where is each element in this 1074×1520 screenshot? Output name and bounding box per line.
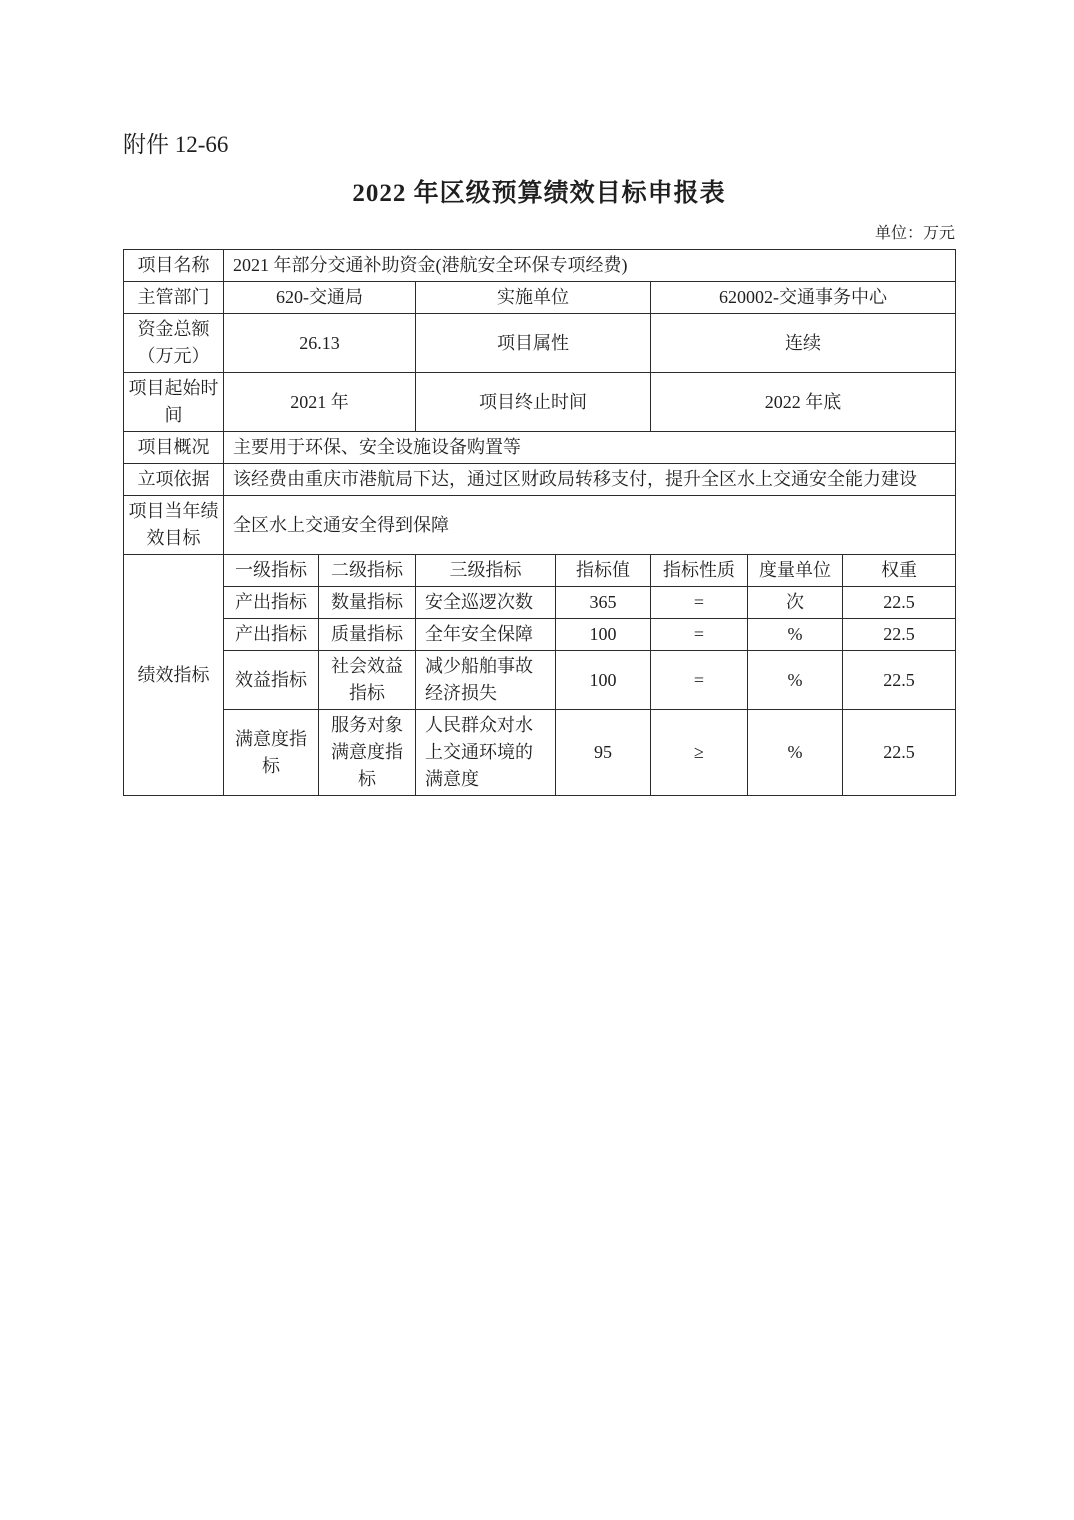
indicator-row-4 bbox=[124, 710, 956, 796]
indicator-unit: % bbox=[748, 651, 843, 710]
header-weight: 权重 bbox=[843, 555, 956, 587]
indicator-value: 100 bbox=[556, 619, 651, 651]
indicator-weight: 22.5 bbox=[843, 710, 956, 796]
project-name-value: 2021 年部分交通补助资金(港航安全环保专项经费) bbox=[224, 250, 956, 282]
project-attribute-value: 连续 bbox=[651, 314, 956, 373]
indicator-unit: 次 bbox=[748, 587, 843, 619]
total-fund-value: 26.13 bbox=[224, 314, 416, 373]
indicator-level3: 人民群众对水上交通环境的满意度 bbox=[416, 710, 556, 796]
indicator-row-1 bbox=[124, 587, 956, 619]
annual-goal-label: 项目当年绩效目标 bbox=[124, 496, 224, 555]
indicator-row-2 bbox=[124, 619, 956, 651]
indicator-level3: 全年安全保障 bbox=[416, 619, 556, 651]
indicator-nature: = bbox=[651, 619, 748, 651]
header-level3: 三级指标 bbox=[416, 555, 556, 587]
end-time-value: 2022 年底 bbox=[651, 373, 956, 432]
total-fund-label: 资金总额（万元） bbox=[124, 314, 224, 373]
row-department bbox=[124, 282, 956, 314]
indicator-weight: 22.5 bbox=[843, 587, 956, 619]
project-name-label: 项目名称 bbox=[124, 250, 224, 282]
row-project-name bbox=[124, 250, 956, 282]
overview-value: 主要用于环保、安全设施设备购置等 bbox=[224, 432, 956, 464]
indicator-level2: 质量指标 bbox=[319, 619, 416, 651]
indicator-value: 100 bbox=[556, 651, 651, 710]
indicator-level3: 减少船舶事故经济损失 bbox=[416, 651, 556, 710]
indicator-nature: = bbox=[651, 587, 748, 619]
row-overview bbox=[124, 432, 956, 464]
indicator-value: 365 bbox=[556, 587, 651, 619]
page-title: 2022 年区级预算绩效目标申报表 bbox=[352, 180, 726, 207]
indicator-weight: 22.5 bbox=[843, 651, 956, 710]
indicator-level2: 社会效益指标 bbox=[319, 651, 416, 710]
start-time-value: 2021 年 bbox=[224, 373, 416, 432]
indicator-level2: 数量指标 bbox=[319, 587, 416, 619]
header-unit: 度量单位 bbox=[748, 555, 843, 587]
indicator-nature: ≥ bbox=[651, 710, 748, 796]
row-basis bbox=[124, 464, 956, 496]
annual-goal-value: 全区水上交通安全得到保障 bbox=[224, 496, 956, 555]
row-project-dates bbox=[124, 373, 956, 432]
end-time-label: 项目终止时间 bbox=[416, 373, 651, 432]
start-time-label: 项目起始时间 bbox=[124, 373, 224, 432]
basis-label: 立项依据 bbox=[124, 464, 224, 496]
attachment-label: 附件 12-66 bbox=[123, 132, 229, 157]
indicator-header-row bbox=[124, 555, 956, 587]
performance-indicator-section-label: 绩效指标 bbox=[124, 555, 224, 796]
header-value: 指标值 bbox=[556, 555, 651, 587]
department-label: 主管部门 bbox=[124, 282, 224, 314]
unit-note: 单位：万元 bbox=[874, 225, 955, 242]
budget-performance-table bbox=[123, 249, 956, 796]
indicator-unit: % bbox=[748, 710, 843, 796]
indicator-value: 95 bbox=[556, 710, 651, 796]
indicator-level1: 效益指标 bbox=[224, 651, 319, 710]
implementing-unit-value: 620002-交通事务中心 bbox=[651, 282, 956, 314]
indicator-level1: 产出指标 bbox=[224, 619, 319, 651]
indicator-nature: = bbox=[651, 651, 748, 710]
indicator-level2: 服务对象满意度指标 bbox=[319, 710, 416, 796]
overview-label: 项目概况 bbox=[124, 432, 224, 464]
indicator-level1: 产出指标 bbox=[224, 587, 319, 619]
header-level2: 二级指标 bbox=[319, 555, 416, 587]
implementing-unit-label: 实施单位 bbox=[416, 282, 651, 314]
indicator-row-3 bbox=[124, 651, 956, 710]
indicator-level1: 满意度指标 bbox=[224, 710, 319, 796]
indicator-weight: 22.5 bbox=[843, 619, 956, 651]
header-nature: 指标性质 bbox=[651, 555, 748, 587]
department-value: 620-交通局 bbox=[224, 282, 416, 314]
project-attribute-label: 项目属性 bbox=[416, 314, 651, 373]
basis-value: 该经费由重庆市港航局下达，通过区财政局转移支付，提升全区水上交通安全能力建设 bbox=[224, 464, 956, 496]
row-annual-goal bbox=[124, 496, 956, 555]
indicator-unit: % bbox=[748, 619, 843, 651]
indicator-level3: 安全巡逻次数 bbox=[416, 587, 556, 619]
row-total-fund bbox=[124, 314, 956, 373]
document-page bbox=[123, 0, 955, 796]
header-level1: 一级指标 bbox=[224, 555, 319, 587]
